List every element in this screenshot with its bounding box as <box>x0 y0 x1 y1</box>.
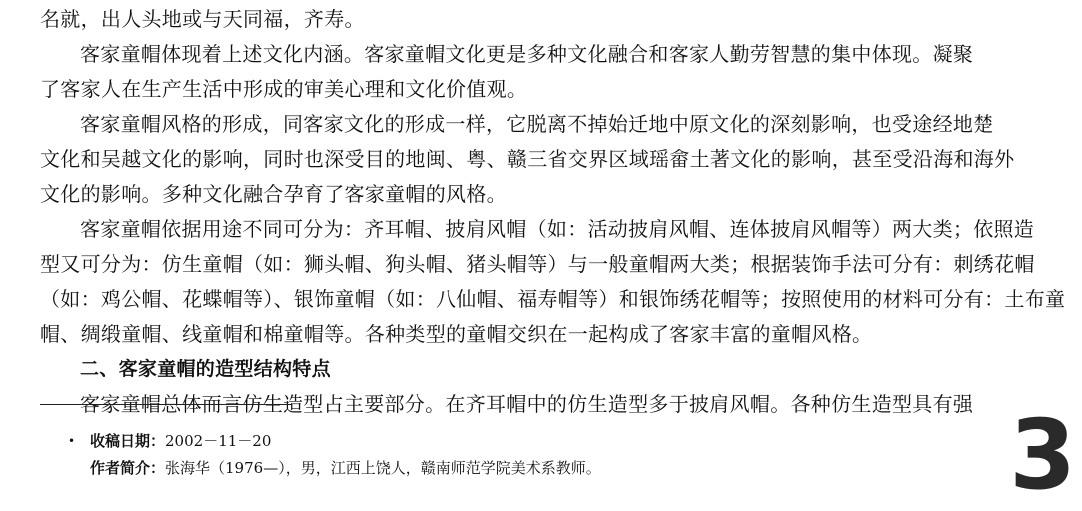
text-line: （如：鸡公帽、花蝶帽等）、银饰童帽（如：八仙帽、福寿帽等）和银饰绣花帽等；按照使用的材料可分有：土布童 <box>40 287 1066 311</box>
footnotes <box>68 428 601 482</box>
bullet-icon: • <box>68 434 76 448</box>
received-label: 收稿日期： <box>90 432 166 450</box>
text-line: 型又可分为：仿生童帽（如：狮头帽、狗头帽、猪头帽等）与一般童帽两大类；根据装饰手法可分有：刺绣花帽 <box>40 252 1035 276</box>
text-line: 客家童帽风格的形成，同客家文化的形成一样，它脱离不掉始迁地中原文化的深刻影响，也受途经地楚 <box>80 112 994 136</box>
footnote-divider <box>40 404 292 405</box>
footnote-author <box>68 455 601 482</box>
footnote-received <box>68 428 601 455</box>
author-label: 作者简介： <box>90 459 166 477</box>
text-line: 了客家人在生产生活中形成的审美心理和文化价值观。 <box>40 77 528 101</box>
section-heading: 二、客家童帽的造型结构特点 <box>80 358 331 380</box>
body-text <box>40 2 1080 422</box>
text-line: 名就，出人头地或与天同福，齐寿。 <box>40 7 365 31</box>
text-line: 客家童帽依据用途不同可分为：齐耳帽、披肩风帽（如：活动披肩风帽、连体披肩风帽等）两大类；依照造 <box>80 217 1035 241</box>
page-number: 3 <box>1009 399 1076 511</box>
author-bio: 张海华（1976—），男，江西上饶人，赣南师范学院美术系教师。 <box>165 459 601 477</box>
text-line: 客家童帽体现着上述文化内涵。客家童帽文化更是多种文化融合和客家人勤劳智慧的集中体现。凝聚 <box>80 42 974 66</box>
text-line: 帽、绸缎童帽、线童帽和棉童帽等。各种类型的童帽交织在一起构成了客家丰富的童帽风格。 <box>40 322 873 346</box>
text-line: 客家童帽总体而言仿生造型占主要部分。在齐耳帽中的仿生造型多于披肩风帽。各种仿生造型具有强 <box>80 392 974 416</box>
received-date: 2002－11－20 <box>165 432 272 450</box>
text-line: 文化的影响。多种文化融合孕育了客家童帽的风格。 <box>40 182 507 206</box>
text-line: 文化和吴越文化的影响，同时也深受目的地闽、粤、赣三省交界区域瑶畲土著文化的影响，甚至受沿海和海外 <box>40 147 1015 171</box>
